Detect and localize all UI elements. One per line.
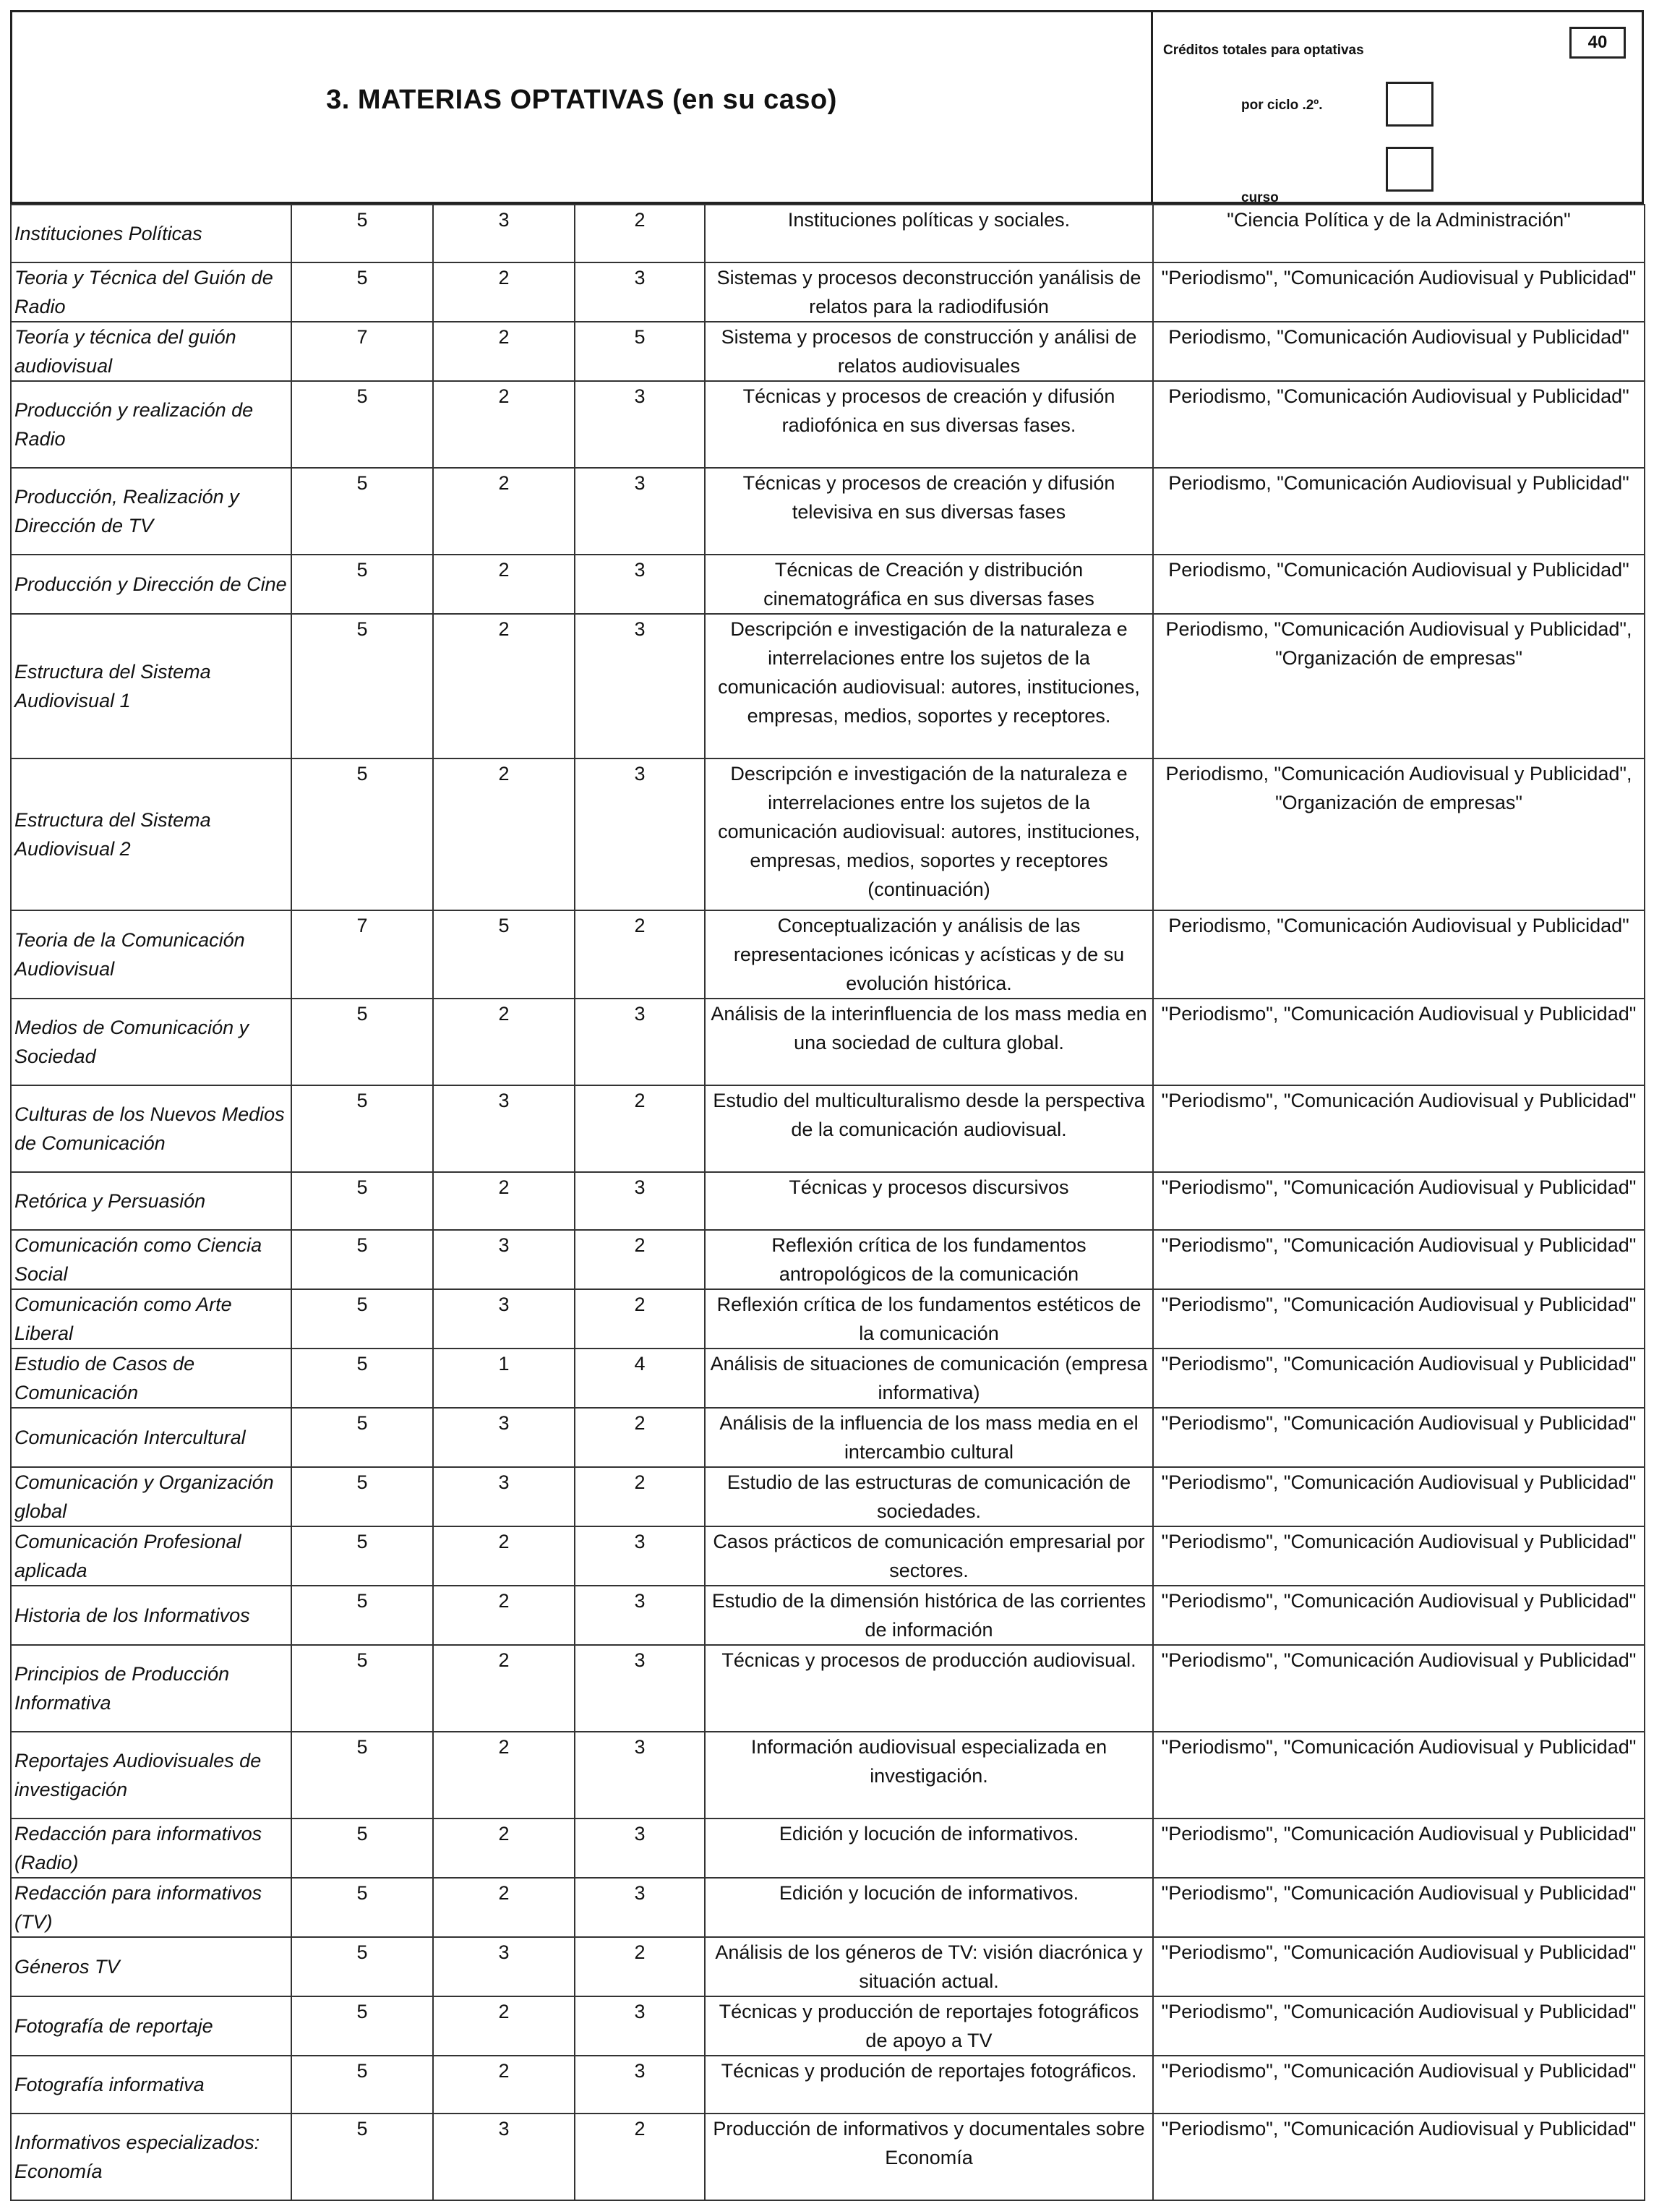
description-cell: Análisis de los géneros de TV: visión diacrónica y situación actual. [705, 1937, 1153, 1996]
course-name-cell: Estructura del Sistema Audiovisual 1 [11, 614, 291, 758]
practice-credits-cell: 2 [575, 1937, 705, 1996]
section-title: 3. MATERIAS OPTATIVAS (en su caso) [326, 85, 837, 115]
course-name-cell: Instituciones Políticas [11, 205, 291, 262]
course-name-cell: Teoría y técnica del guión audiovisual [11, 322, 291, 381]
description-cell: Sistema y procesos de construcción y análisi de relatos audiovisuales [705, 322, 1153, 381]
ciclo-label: por ciclo .2º. [1241, 98, 1323, 113]
knowledge-area-cell: "Periodismo", "Comunicación Audiovisual y Publicidad" [1153, 999, 1645, 1085]
course-name-cell: Teoria y Técnica del Guión de Radio [11, 262, 291, 322]
practice-credits-cell: 2 [575, 1408, 705, 1467]
total-credits-cell: 5 [291, 1408, 433, 1467]
knowledge-area-cell: "Periodismo", "Comunicación Audiovisual y Publicidad" [1153, 1586, 1645, 1645]
knowledge-area-cell: "Periodismo", "Comunicación Audiovisual y Publicidad" [1153, 2056, 1645, 2114]
table-row [11, 262, 1645, 322]
course-name-cell: Culturas de los Nuevos Medios de Comunicación [11, 1085, 291, 1172]
description-cell: Técnicas y procesos de creación y difusión radiofónica en sus diversas fases. [705, 381, 1153, 468]
practice-credits-cell: 2 [575, 1085, 705, 1172]
total-credits-cell: 5 [291, 1085, 433, 1172]
table-row [11, 322, 1645, 381]
knowledge-area-cell: "Periodismo", "Comunicación Audiovisual y Publicidad" [1153, 1526, 1645, 1586]
course-name-cell: Retórica y Persuasión [11, 1172, 291, 1230]
course-name-cell: Fotografía de reportaje [11, 1996, 291, 2056]
total-credits-cell: 5 [291, 1878, 433, 1937]
theory-credits-cell: 3 [433, 1937, 575, 1996]
ciclo-box [1386, 82, 1433, 127]
practice-credits-cell: 3 [575, 1645, 705, 1732]
description-cell: Descripción e investigación de la naturaleza e interrelaciones entre los sujetos de la comunicación audiovisual: autores, instituciones, empresas, medios, soportes y receptores (continuación) [705, 758, 1153, 910]
theory-credits-cell: 2 [433, 1586, 575, 1645]
theory-credits-cell: 3 [433, 1467, 575, 1526]
theory-credits-cell: 3 [433, 2114, 575, 2200]
knowledge-area-cell: Periodismo, "Comunicación Audiovisual y Publicidad" [1153, 910, 1645, 999]
knowledge-area-cell: "Periodismo", "Comunicación Audiovisual y Publicidad" [1153, 1878, 1645, 1937]
course-name-cell: Teoria de la Comunicación Audiovisual [11, 910, 291, 999]
knowledge-area-cell: "Periodismo", "Comunicación Audiovisual y Publicidad" [1153, 262, 1645, 322]
course-name-cell: Géneros TV [11, 1937, 291, 1996]
practice-credits-cell: 3 [575, 1878, 705, 1937]
description-cell: Técnicas y procesos discursivos [705, 1172, 1153, 1230]
knowledge-area-cell: "Periodismo", "Comunicación Audiovisual y Publicidad" [1153, 1289, 1645, 1349]
total-credits-cell: 5 [291, 1230, 433, 1289]
courses-table-body [11, 205, 1645, 2200]
theory-credits-cell: 2 [433, 1878, 575, 1937]
table-row [11, 555, 1645, 614]
description-cell: Estudio del multiculturalismo desde la perspectiva de la comunicación audiovisual. [705, 1085, 1153, 1172]
table-row [11, 1172, 1645, 1230]
course-name-cell: Comunicación y Organización global [11, 1467, 291, 1526]
table-row [11, 2114, 1645, 2200]
table-row [11, 614, 1645, 758]
knowledge-area-cell: "Periodismo", "Comunicación Audiovisual y Publicidad" [1153, 1085, 1645, 1172]
knowledge-area-cell: Periodismo, "Comunicación Audiovisual y Publicidad" [1153, 381, 1645, 468]
practice-credits-cell: 3 [575, 614, 705, 758]
description-cell: Técnicas y procesos de producción audiovisual. [705, 1645, 1153, 1732]
total-credits-cell: 5 [291, 1996, 433, 2056]
theory-credits-cell: 3 [433, 1408, 575, 1467]
theory-credits-cell: 2 [433, 2056, 575, 2114]
total-credits-cell: 5 [291, 262, 433, 322]
practice-credits-cell: 3 [575, 1526, 705, 1586]
total-credits-cell: 5 [291, 758, 433, 910]
theory-credits-cell: 5 [433, 910, 575, 999]
course-name-cell: Producción y Dirección de Cine [11, 555, 291, 614]
total-credits-cell: 5 [291, 1586, 433, 1645]
practice-credits-cell: 3 [575, 758, 705, 910]
knowledge-area-cell: "Periodismo", "Comunicación Audiovisual y Publicidad" [1153, 1645, 1645, 1732]
description-cell: Casos prácticos de comunicación empresarial por sectores. [705, 1526, 1153, 1586]
practice-credits-cell: 2 [575, 1230, 705, 1289]
total-credits-cell: 5 [291, 614, 433, 758]
practice-credits-cell: 3 [575, 555, 705, 614]
theory-credits-cell: 3 [433, 205, 575, 262]
course-name-cell: Producción, Realización y Dirección de TV [11, 468, 291, 555]
knowledge-area-cell: Periodismo, "Comunicación Audiovisual y Publicidad" [1153, 468, 1645, 555]
knowledge-area-cell: "Periodismo", "Comunicación Audiovisual y Publicidad" [1153, 1349, 1645, 1408]
course-name-cell: Redacción para informativos (TV) [11, 1878, 291, 1937]
theory-credits-cell: 1 [433, 1349, 575, 1408]
knowledge-area-cell: "Periodismo", "Comunicación Audiovisual y Publicidad" [1153, 1819, 1645, 1878]
description-cell: Técnicas y produción de reportajes fotográficos. [705, 2056, 1153, 2114]
total-credits-cell: 5 [291, 1937, 433, 1996]
table-row [11, 1645, 1645, 1732]
credits-label: Créditos totales para optativas [1163, 43, 1364, 58]
description-cell: Análisis de la interinfluencia de los mass media en una sociedad de cultura global. [705, 999, 1153, 1085]
description-cell: Reflexión crítica de los fundamentos estéticos de la comunicación [705, 1289, 1153, 1349]
table-row [11, 1819, 1645, 1878]
practice-credits-cell: 3 [575, 999, 705, 1085]
knowledge-area-cell: Periodismo, "Comunicación Audiovisual y Publicidad", "Organización de empresas" [1153, 758, 1645, 910]
table-row [11, 1349, 1645, 1408]
theory-credits-cell: 2 [433, 1172, 575, 1230]
practice-credits-cell: 5 [575, 322, 705, 381]
table-row [11, 1408, 1645, 1467]
course-name-cell: Historia de los Informativos [11, 1586, 291, 1645]
course-name-cell: Comunicación como Ciencia Social [11, 1230, 291, 1289]
course-name-cell: Reportajes Audiovisuales de investigación [11, 1732, 291, 1819]
table-row [11, 468, 1645, 555]
total-credits-cell: 5 [291, 1467, 433, 1526]
theory-credits-cell: 2 [433, 1819, 575, 1878]
total-credits-cell: 5 [291, 999, 433, 1085]
table-row [11, 205, 1645, 262]
total-credits-cell: 5 [291, 1526, 433, 1586]
knowledge-area-cell: "Periodismo", "Comunicación Audiovisual y Publicidad" [1153, 1230, 1645, 1289]
description-cell: Análisis de la influencia de los mass media en el intercambio cultural [705, 1408, 1153, 1467]
table-row [11, 1467, 1645, 1526]
table-row [11, 999, 1645, 1085]
description-cell: Estudio de la dimensión histórica de las corrientes de información [705, 1586, 1153, 1645]
table-row [11, 381, 1645, 468]
total-credits-cell: 5 [291, 555, 433, 614]
credits-panel [1153, 12, 1642, 205]
practice-credits-cell: 2 [575, 1467, 705, 1526]
total-credits-cell: 5 [291, 205, 433, 262]
practice-credits-cell: 3 [575, 1586, 705, 1645]
knowledge-area-cell: "Ciencia Política y de la Administración" [1153, 205, 1645, 262]
document-sheet [10, 10, 1644, 2201]
description-cell: Información audiovisual especializada en investigación. [705, 1732, 1153, 1819]
theory-credits-cell: 2 [433, 262, 575, 322]
theory-credits-cell: 3 [433, 1085, 575, 1172]
total-credits-cell: 5 [291, 1819, 433, 1878]
practice-credits-cell: 3 [575, 1996, 705, 2056]
practice-credits-cell: 2 [575, 2114, 705, 2200]
curso-label: curso [1241, 190, 1279, 205]
description-cell: Reflexión crítica de los fundamentos antropológicos de la comunicación [705, 1230, 1153, 1289]
total-credits-cell: 7 [291, 322, 433, 381]
course-name-cell: Informativos especializados: Economía [11, 2114, 291, 2200]
total-credits-cell: 5 [291, 1172, 433, 1230]
table-row [11, 1526, 1645, 1586]
total-credits-cell: 5 [291, 2114, 433, 2200]
course-name-cell: Estudio de Casos de Comunicación [11, 1349, 291, 1408]
practice-credits-cell: 4 [575, 1349, 705, 1408]
table-row [11, 758, 1645, 910]
practice-credits-cell: 3 [575, 262, 705, 322]
table-row [11, 1586, 1645, 1645]
description-cell: Conceptualización y análisis de las representaciones icónicas y acísticas y de su evolución histórica. [705, 910, 1153, 999]
knowledge-area-cell: Periodismo, "Comunicación Audiovisual y Publicidad", "Organización de empresas" [1153, 614, 1645, 758]
knowledge-area-cell: Periodismo, "Comunicación Audiovisual y Publicidad" [1153, 555, 1645, 614]
total-credits-cell: 5 [291, 1349, 433, 1408]
knowledge-area-cell: "Periodismo", "Comunicación Audiovisual y Publicidad" [1153, 1467, 1645, 1526]
table-row [11, 2056, 1645, 2114]
practice-credits-cell: 3 [575, 2056, 705, 2114]
theory-credits-cell: 2 [433, 614, 575, 758]
practice-credits-cell: 3 [575, 1732, 705, 1819]
course-name-cell: Comunicación Profesional aplicada [11, 1526, 291, 1586]
theory-credits-cell: 2 [433, 322, 575, 381]
description-cell: Producción de informativos y documentales sobre Economía [705, 2114, 1153, 2200]
knowledge-area-cell: "Periodismo", "Comunicación Audiovisual y Publicidad" [1153, 1937, 1645, 1996]
total-credits-cell: 5 [291, 1645, 433, 1732]
total-credits-cell: 5 [291, 381, 433, 468]
table-row [11, 1230, 1645, 1289]
section-header [10, 10, 1644, 204]
theory-credits-cell: 3 [433, 1230, 575, 1289]
theory-credits-cell: 2 [433, 758, 575, 910]
theory-credits-cell: 2 [433, 1732, 575, 1819]
knowledge-area-cell: "Periodismo", "Comunicación Audiovisual y Publicidad" [1153, 1408, 1645, 1467]
table-row [11, 910, 1645, 999]
courses-table [10, 204, 1645, 2201]
table-row [11, 1085, 1645, 1172]
total-credits-cell: 5 [291, 468, 433, 555]
total-credits-cell: 7 [291, 910, 433, 999]
knowledge-area-cell: "Periodismo", "Comunicación Audiovisual y Publicidad" [1153, 1996, 1645, 2056]
knowledge-area-cell: "Periodismo", "Comunicación Audiovisual y Publicidad" [1153, 1172, 1645, 1230]
description-cell: Instituciones políticas y sociales. [705, 205, 1153, 262]
theory-credits-cell: 2 [433, 468, 575, 555]
theory-credits-cell: 2 [433, 555, 575, 614]
header-title-cell [12, 12, 1153, 202]
description-cell: Edición y locución de informativos. [705, 1819, 1153, 1878]
description-cell: Técnicas y producción de reportajes fotográficos de apoyo a TV [705, 1996, 1153, 2056]
practice-credits-cell: 3 [575, 1172, 705, 1230]
table-row [11, 1732, 1645, 1819]
practice-credits-cell: 2 [575, 205, 705, 262]
course-name-cell: Estructura del Sistema Audiovisual 2 [11, 758, 291, 910]
knowledge-area-cell: "Periodismo", "Comunicación Audiovisual y Publicidad" [1153, 1732, 1645, 1819]
course-name-cell: Comunicación como Arte Liberal [11, 1289, 291, 1349]
description-cell: Sistemas y procesos deconstrucción yanálisis de relatos para la radiodifusión [705, 262, 1153, 322]
table-row [11, 1289, 1645, 1349]
course-name-cell: Fotografía informativa [11, 2056, 291, 2114]
theory-credits-cell: 2 [433, 1645, 575, 1732]
theory-credits-cell: 2 [433, 1996, 575, 2056]
table-row [11, 1996, 1645, 2056]
description-cell: Estudio de las estructuras de comunicación de sociedades. [705, 1467, 1153, 1526]
theory-credits-cell: 3 [433, 1289, 575, 1349]
course-name-cell: Medios de Comunicación y Sociedad [11, 999, 291, 1085]
theory-credits-cell: 2 [433, 999, 575, 1085]
total-credits-cell: 5 [291, 1289, 433, 1349]
table-row [11, 1937, 1645, 1996]
practice-credits-cell: 2 [575, 910, 705, 999]
theory-credits-cell: 2 [433, 1526, 575, 1586]
course-name-cell: Producción y realización de Radio [11, 381, 291, 468]
practice-credits-cell: 3 [575, 1819, 705, 1878]
practice-credits-cell: 3 [575, 381, 705, 468]
description-cell: Edición y locución de informativos. [705, 1878, 1153, 1937]
description-cell: Técnicas de Creación y distribución cinematográfica en sus diversas fases [705, 555, 1153, 614]
course-name-cell: Principios de Producción Informativa [11, 1645, 291, 1732]
knowledge-area-cell: "Periodismo", "Comunicación Audiovisual y Publicidad" [1153, 2114, 1645, 2200]
practice-credits-cell: 3 [575, 468, 705, 555]
theory-credits-cell: 2 [433, 381, 575, 468]
credits-value-box: 40 [1569, 27, 1626, 59]
table-row [11, 1878, 1645, 1937]
curso-box [1386, 147, 1433, 192]
course-name-cell: Comunicación Intercultural [11, 1408, 291, 1467]
knowledge-area-cell: Periodismo, "Comunicación Audiovisual y Publicidad" [1153, 322, 1645, 381]
practice-credits-cell: 2 [575, 1289, 705, 1349]
description-cell: Técnicas y procesos de creación y difusión televisiva en sus diversas fases [705, 468, 1153, 555]
description-cell: Análisis de situaciones de comunicación (empresa informativa) [705, 1349, 1153, 1408]
total-credits-cell: 5 [291, 2056, 433, 2114]
description-cell: Descripción e investigación de la naturaleza e interrelaciones entre los sujetos de la comunicación audiovisual: autores, instituciones, empresas, medios, soportes y receptores. [705, 614, 1153, 758]
course-name-cell: Redacción para informativos (Radio) [11, 1819, 291, 1878]
total-credits-cell: 5 [291, 1732, 433, 1819]
